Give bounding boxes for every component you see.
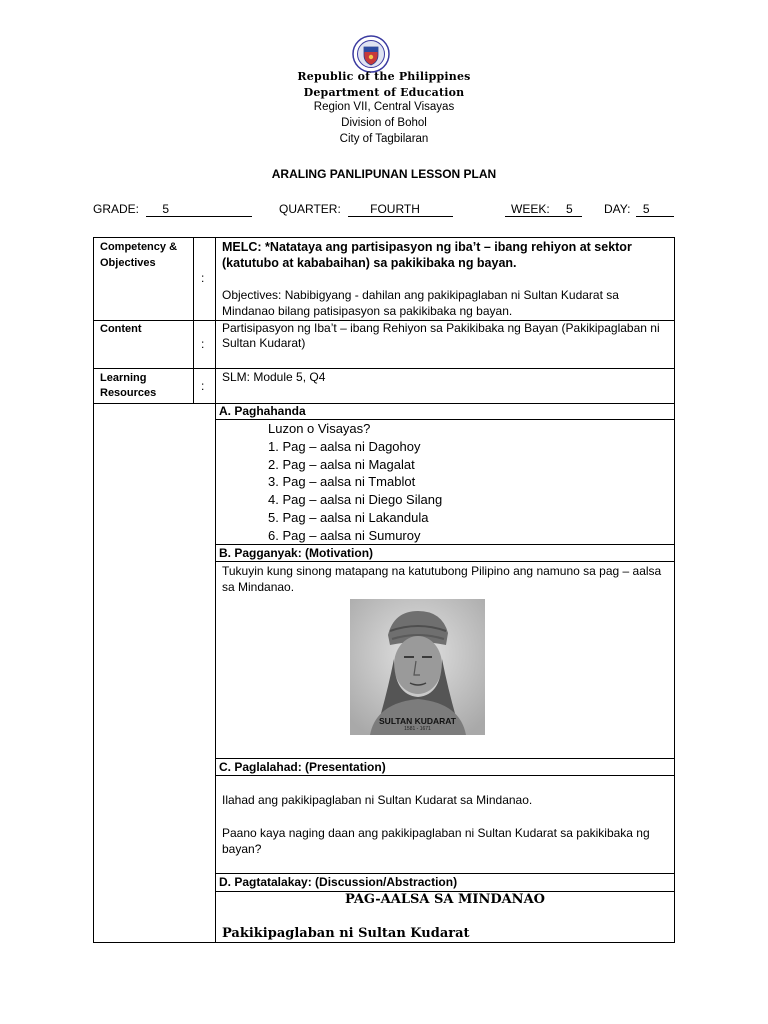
- week-label: WEEK:: [511, 202, 550, 216]
- list-item: 1. Pag – aalsa ni Dagohoy: [268, 438, 421, 454]
- sultan-kudarat-portrait: [350, 599, 485, 735]
- resources-label: Learning Resources: [100, 372, 157, 399]
- city-line: City of Tagbilaran: [339, 133, 429, 145]
- resources-text: SLM: Module 5, Q4: [222, 370, 326, 384]
- melc-text: MELC: *Natataya ang partisipasyon ng iba’t – ibang rehiyon at sektor (katutubo at kababaihan) sa pakikibaka ng bayan.: [222, 240, 632, 270]
- list-item: 5. Pag – aalsa ni Lakandula: [268, 509, 429, 525]
- content-text: Partisipasyon ng Iba’t – ibang Rehiyon sa Pakikibaka ng Bayan (Pakikipaglaban ni Sultan Kudarat): [222, 321, 660, 350]
- list-item: 6. Pag – aalsa ni Sumuroy: [268, 527, 421, 543]
- objectives-text: Objectives: Nabibigyang - dahilan ang pakikipaglaban ni Sultan Kudarat sa Mindanao bilang patisipasyon sa pakikibaka ng bayan.: [222, 288, 619, 318]
- deped-seal-logo: [351, 35, 391, 73]
- region-line: Region VII, Central Visayas: [313, 101, 455, 113]
- division-line: Division of Bohol: [341, 117, 427, 129]
- list-item: 4. Pag – aalsa ni Diego Silang: [268, 492, 443, 508]
- section-d-subtitle: Pakikipaglaban ni Sultan Kudarat: [222, 926, 470, 941]
- section-c-text-2: Paano kaya naging daan ang pakikipaglaban ni Sultan Kudarat sa pakikibaka ng bayan?: [222, 826, 650, 856]
- list-item: 2. Pag – aalsa ni Magalat: [268, 456, 415, 472]
- grade-label: GRADE:: [93, 202, 140, 216]
- section-a-list: [268, 420, 442, 545]
- section-a-question: Luzon o Visayas?: [268, 421, 371, 436]
- plan-title: ARALING PANLIPUNAN LESSON PLAN: [271, 167, 497, 181]
- grade-field: [93, 202, 252, 217]
- content-label: Content: [100, 323, 142, 335]
- competency-colon: :: [201, 271, 205, 285]
- competency-label: Competency & Objectives: [100, 241, 178, 269]
- section-c-text-1: Ilahad ang pakikipaglaban ni Sultan Kudarat sa Mindanao.: [222, 793, 533, 807]
- section-d-title: PAG-AALSA SA MINDANAO: [345, 892, 545, 907]
- section-d-heading: D. Pagtatalakay: (Discussion/Abstraction): [219, 875, 458, 889]
- section-b-text: Tukuyin kung sinong matapang na katutubong Pilipino ang namuno sa pag – aalsa sa Mindanao.: [222, 564, 662, 594]
- week-field: [505, 202, 582, 217]
- republic-heading: Republic of the Philippines: [297, 70, 471, 83]
- quarter-field: [279, 202, 453, 217]
- week-value: 5: [566, 202, 573, 216]
- day-label: DAY:: [604, 202, 631, 216]
- quarter-label: QUARTER:: [279, 202, 341, 216]
- day-value: 5: [636, 203, 674, 217]
- grade-value: 5: [146, 203, 252, 217]
- section-a-heading: A. Paghahanda: [219, 404, 306, 418]
- resources-colon: :: [201, 379, 205, 393]
- department-heading: Department of Education: [303, 86, 465, 99]
- day-field: [604, 202, 674, 217]
- section-c-heading: C. Paglalahad: (Presentation): [219, 760, 386, 774]
- quarter-value: FOURTH: [348, 203, 453, 217]
- portrait-years: 1581 - 1671: [404, 726, 431, 732]
- content-colon: :: [201, 337, 205, 351]
- portrait-caption: SULTAN KUDARAT: [379, 716, 456, 726]
- list-item: 3. Pag – aalsa ni Tmablot: [268, 474, 416, 490]
- section-b-heading: B. Pagganyak: (Motivation): [219, 546, 374, 560]
